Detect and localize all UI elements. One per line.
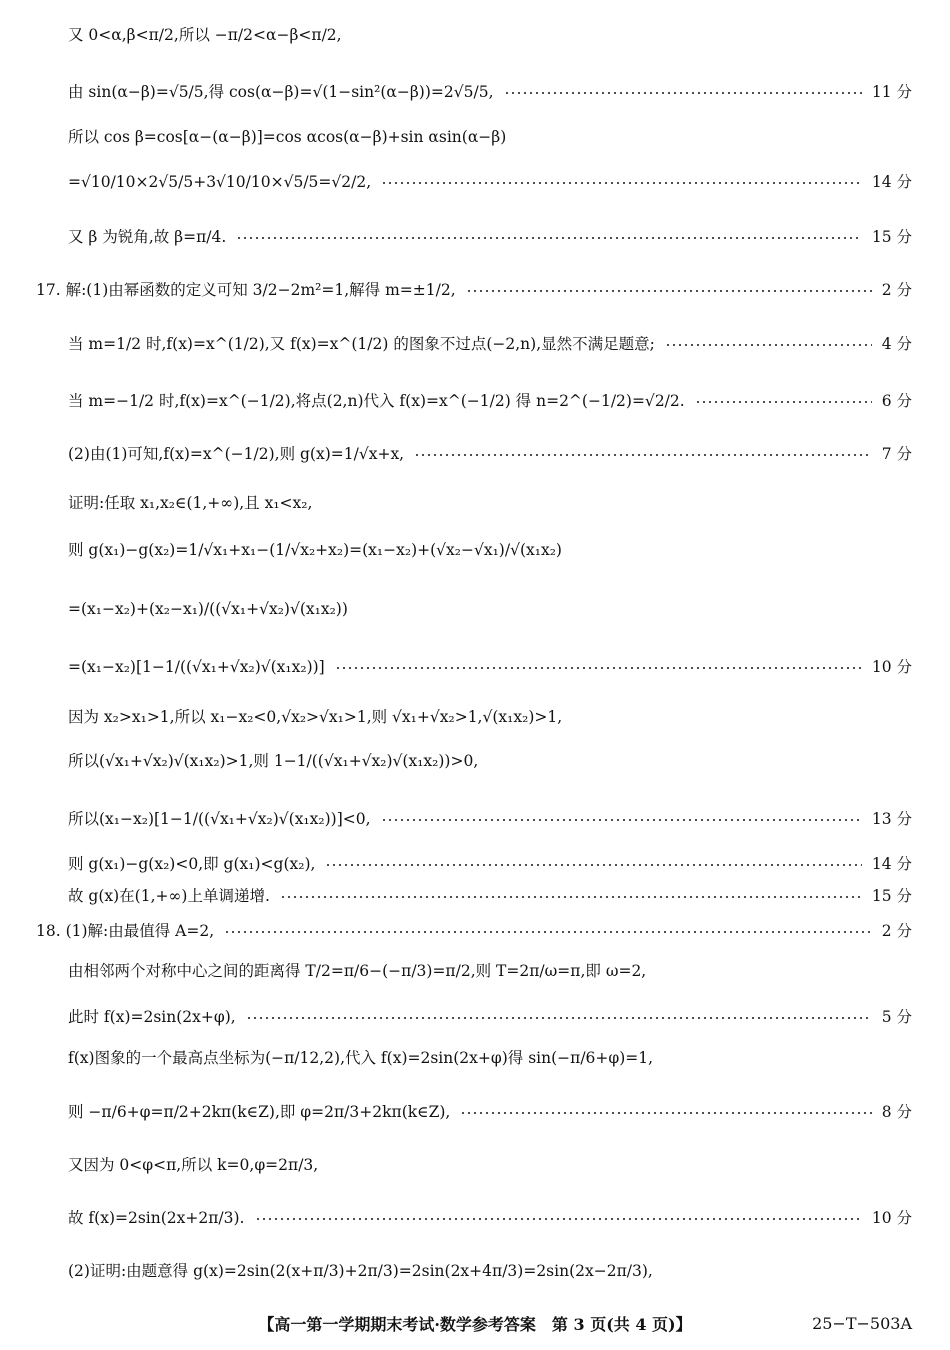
line-text: 由相邻两个对称中心之间的距离得 T/2=π/6−(−π/3)=π/2,则 T=2π/ω=π,即 ω=2,: [68, 962, 647, 980]
answer-line: [68, 494, 912, 513]
answer-line: [68, 445, 912, 464]
paper-code: 25−T−503A: [812, 1313, 912, 1333]
line-text: (2)由(1)可知,f(x)=x^(−1/2),则 g(x)=1/√x+x,: [68, 445, 405, 463]
answer-line: [68, 658, 912, 677]
line-text: 所以(x₁−x₂)[1−1/((√x₁+√x₂)√(x₁x₂))]<0,: [68, 810, 371, 828]
score-label: 10 分: [871, 1209, 912, 1227]
answer-line: [68, 392, 912, 411]
line-text: 所以 cos β=cos[α−(α−β)]=cos αcos(α−β)+sin αsin(α−β): [68, 128, 507, 146]
answer-line: [68, 83, 912, 102]
answer-line: [68, 128, 912, 147]
line-text: 故 f(x)=2sin(2x+2π/3).: [68, 1209, 245, 1227]
answer-line: [68, 1008, 912, 1027]
score-label: 6 分: [881, 392, 912, 410]
score-label: 14 分: [871, 173, 912, 191]
line-text: 证明:任取 x₁,x₂∈(1,+∞),且 x₁<x₂,: [68, 494, 313, 512]
line-text: =(x₁−x₂)+(x₂−x₁)/((√x₁+√x₂)√(x₁x₂)): [68, 600, 348, 618]
answer-line: [68, 887, 912, 906]
line-text: (2)证明:由题意得 g(x)=2sin(2(x+π/3)+2π/3)=2sin(2x+4π/3)=2sin(2x−2π/3),: [68, 1262, 653, 1280]
score-label: 5 分: [881, 1008, 912, 1026]
answer-line: [68, 1209, 912, 1228]
dot-leader: [695, 401, 872, 403]
score-label: 4 分: [881, 335, 912, 353]
line-text: 所以(√x₁+√x₂)√(x₁x₂)>1,则 1−1/((√x₁+√x₂)√(x₁x₂))>0,: [68, 752, 479, 770]
dot-leader: [460, 1112, 871, 1114]
line-text: 当 m=−1/2 时,f(x)=x^(−1/2),将点(2,n)代入 f(x)=x^(−1/2) 得 n=2^(−1/2)=√2/2.: [68, 392, 685, 410]
dot-leader: [224, 931, 872, 933]
line-text: 18. (1)解:由最值得 A=2,: [36, 922, 215, 940]
answer-line: [68, 1156, 912, 1175]
line-text: 又 β 为锐角,故 β=π/4.: [68, 228, 227, 246]
score-label: 13 分: [871, 810, 912, 828]
line-text: 此时 f(x)=2sin(2x+φ),: [68, 1008, 236, 1026]
dot-leader: [280, 896, 862, 898]
line-text: 则 g(x₁)−g(x₂)<0,即 g(x₁)<g(x₂),: [68, 855, 316, 873]
answer-line: [68, 708, 912, 727]
answer-line: [68, 1103, 912, 1122]
answer-line: [36, 281, 912, 300]
line-text: 又 0<α,β<π/2,所以 −π/2<α−β<π/2,: [68, 26, 342, 44]
line-text: 则 g(x₁)−g(x₂)=1/√x₁+x₁−(1/√x₂+x₂)=(x₁−x₂)+(√x₂−√x₁)/√(x₁x₂): [68, 541, 562, 559]
dot-leader: [236, 237, 862, 239]
line-text: 故 g(x)在(1,+∞)上单调递增.: [68, 887, 270, 905]
answer-line: [68, 962, 912, 981]
line-text: 则 −π/6+φ=π/2+2kπ(k∈Z),即 φ=2π/3+2kπ(k∈Z),: [68, 1103, 451, 1121]
line-text: =√10/10×2√5/5+3√10/10×√5/5=√2/2,: [68, 173, 372, 191]
score-label: 2 分: [881, 922, 912, 940]
dot-leader: [246, 1017, 872, 1019]
dot-leader: [381, 182, 862, 184]
answer-line: [36, 922, 912, 941]
line-text: 又因为 0<φ<π,所以 k=0,φ=2π/3,: [68, 1156, 319, 1174]
answer-line: [68, 1262, 912, 1281]
line-text: 当 m=1/2 时,f(x)=x^(1/2),又 f(x)=x^(1/2) 的图象不过点(−2,n),显然不满足题意;: [68, 335, 655, 353]
answer-line: [68, 335, 912, 354]
line-text: f(x)图象的一个最高点坐标为(−π/12,2),代入 f(x)=2sin(2x+φ)得 sin(−π/6+φ)=1,: [68, 1049, 654, 1067]
score-label: 7 分: [881, 445, 912, 463]
answer-line: [68, 810, 912, 829]
dot-leader: [381, 819, 862, 821]
line-text: 17. 解:(1)由幂函数的定义可知 3/2−2m²=1,解得 m=±1/2,: [36, 281, 456, 299]
line-text: 由 sin(α−β)=√5/5,得 cos(α−β)=√(1−sin²(α−β))=2√5/5,: [68, 83, 494, 101]
score-label: 11 分: [871, 83, 912, 101]
dot-leader: [255, 1218, 862, 1220]
score-label: 14 分: [871, 855, 912, 873]
answer-line: [68, 173, 912, 192]
answer-line: [68, 228, 912, 247]
answer-line: [68, 26, 912, 45]
score-label: 10 分: [871, 658, 912, 676]
dot-leader: [504, 92, 862, 94]
line-text: 因为 x₂>x₁>1,所以 x₁−x₂<0,√x₂>√x₁>1,则 √x₁+√x₂>1,√(x₁x₂)>1,: [68, 708, 563, 726]
answer-line: [68, 855, 912, 874]
score-label: 2 分: [881, 281, 912, 299]
answer-line: [68, 541, 912, 560]
dot-leader: [414, 454, 872, 456]
score-label: 15 分: [871, 887, 912, 905]
dot-leader: [325, 864, 861, 866]
dot-leader: [335, 667, 862, 669]
dot-leader: [466, 290, 872, 292]
score-label: 8 分: [881, 1103, 912, 1121]
page-footer: [0, 1311, 950, 1335]
answer-line: [68, 752, 912, 771]
dot-leader: [665, 344, 872, 346]
footer-title: 【高一第一学期期末考试·数学参考答案 第 3 页(共 4 页)】: [258, 1314, 692, 1334]
answer-line: [68, 600, 912, 619]
score-label: 15 分: [871, 228, 912, 246]
answer-line: [68, 1049, 912, 1068]
line-text: =(x₁−x₂)[1−1/((√x₁+√x₂)√(x₁x₂))]: [68, 658, 325, 676]
